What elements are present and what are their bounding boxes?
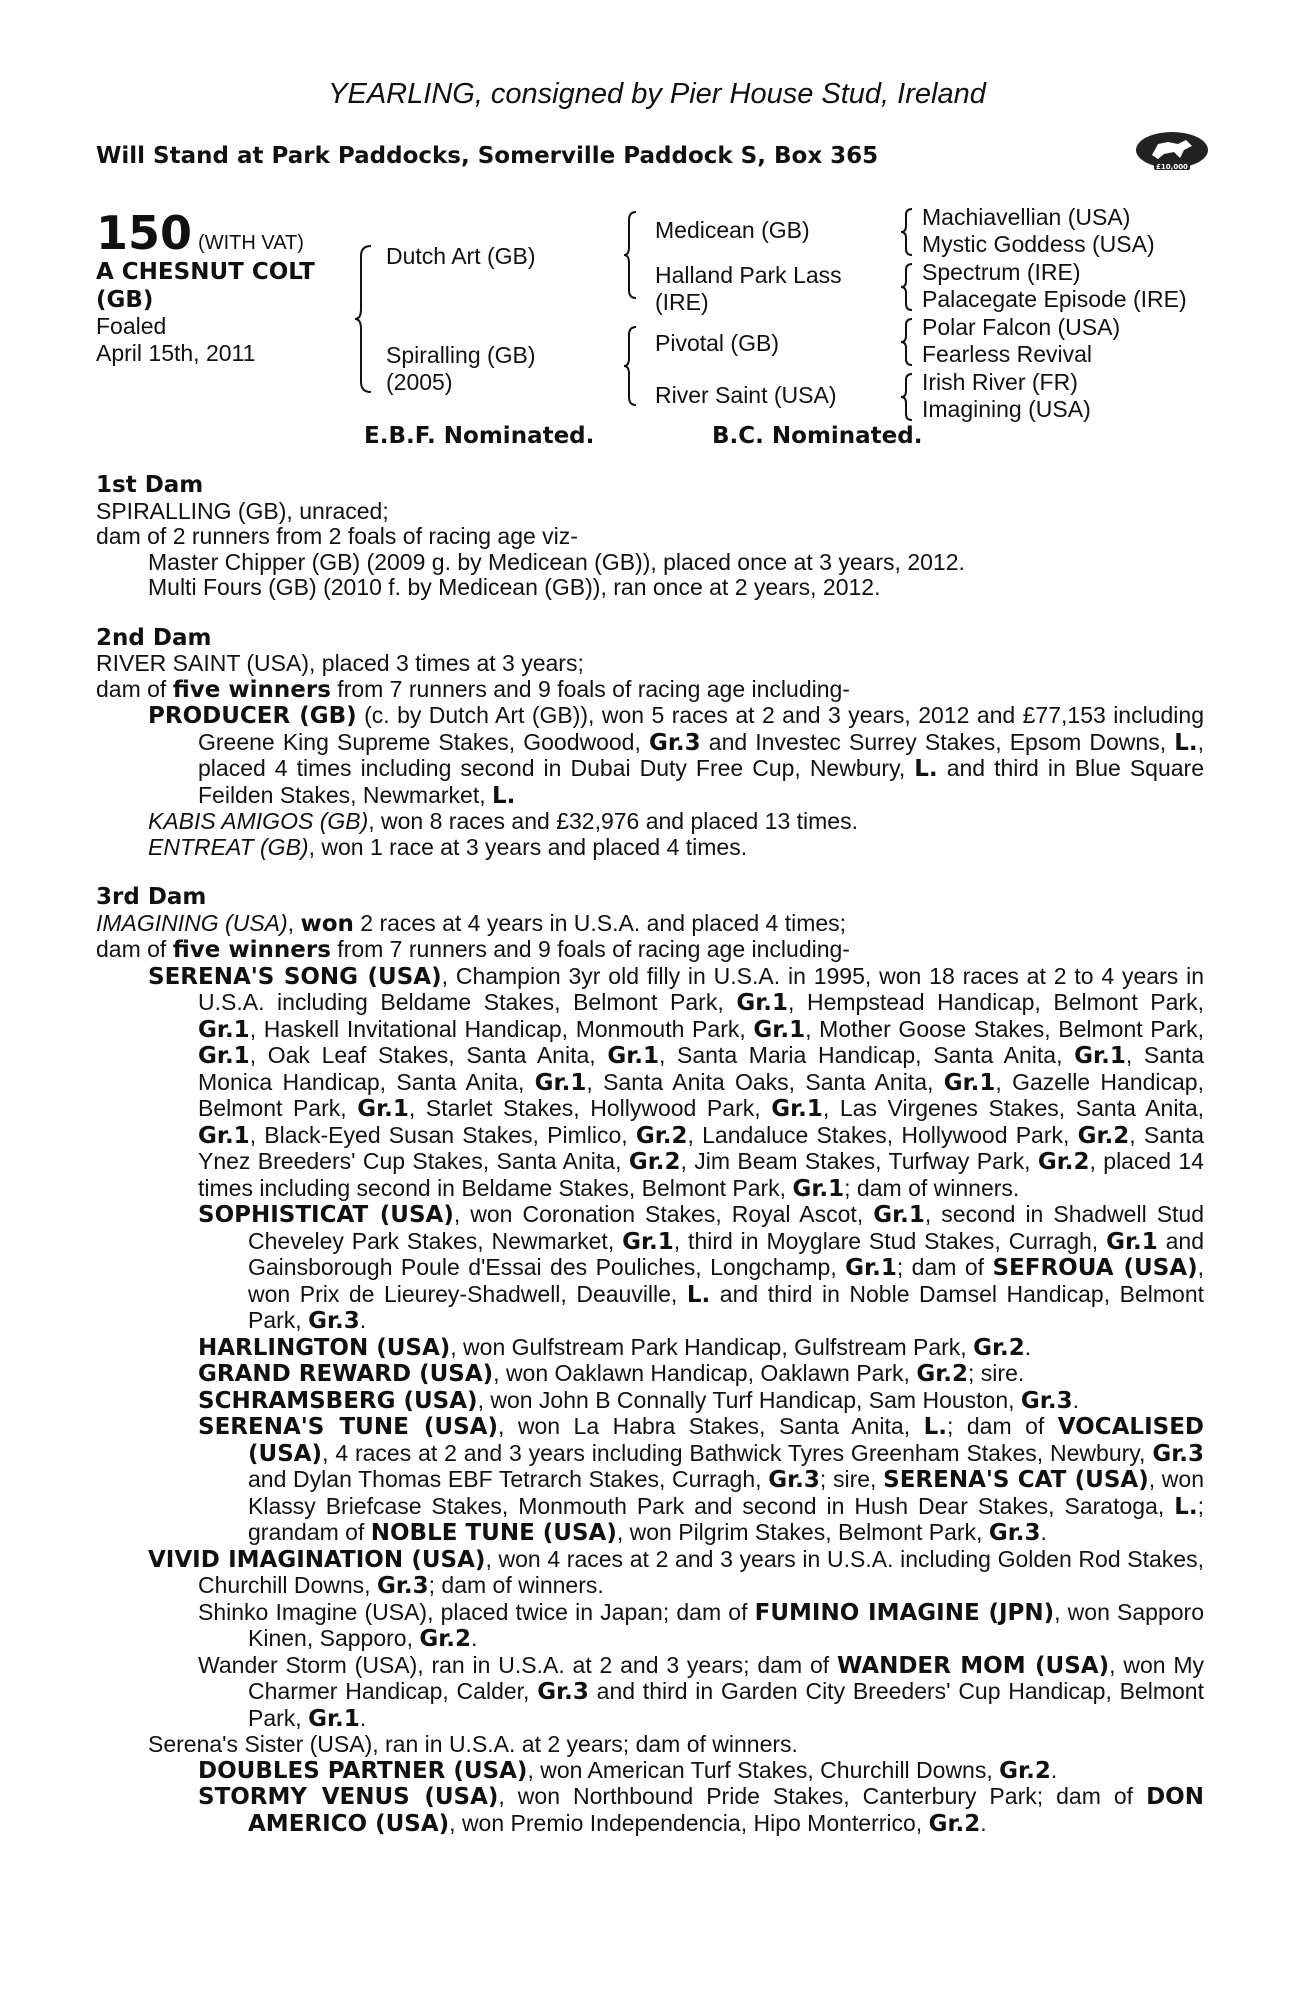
text-run: , Las Virgenes Stakes, Santa Anita, xyxy=(822,1095,1204,1121)
text-run: , won My Charmer Handicap, Calder, xyxy=(248,1651,1205,1704)
text-run: Gr.1 xyxy=(607,1043,659,1069)
schramsberg-entry xyxy=(96,1388,1204,1415)
text-run: Gr.1 xyxy=(534,1069,587,1096)
text-run: Gr.1 xyxy=(1106,1228,1158,1255)
text-run: SERENA'S CAT (USA) xyxy=(883,1467,1149,1493)
pedigree-brace-3 xyxy=(624,325,640,407)
text-run: , Santa Anita Oaks, Santa Anita, xyxy=(586,1068,944,1095)
second-dam-heading: 2nd Dam xyxy=(96,624,212,651)
text-run: ; dam of winners. xyxy=(844,1174,1020,1201)
text-run: Gr.1 xyxy=(771,1096,823,1122)
text-run: SERENA'S TUNE (USA) xyxy=(198,1414,498,1440)
dam-name xyxy=(386,342,536,396)
text-run: Gr.2 xyxy=(635,1122,688,1149)
text-run: , won Oaklawn Handicap, Oaklawn Park, xyxy=(493,1360,917,1386)
text-run: , Black-Eyed Susan Stakes, Pimlico, xyxy=(249,1121,636,1148)
consignment-line: YEARLING, consigned by Pier House Stud, Ireland xyxy=(328,78,986,110)
text-run: , won 4 races at 2 and 3 years in U.S.A. including Golden Rod Stakes, Churchill Downs, xyxy=(198,1545,1204,1598)
lot-description xyxy=(96,258,356,314)
text-run: . xyxy=(1050,1756,1058,1783)
text-run: , Champion 3yr old filly in U.S.A. in 1995, won 18 races at 2 to 4 years in U.S.A. including Beldame Stakes, Belmont Park, xyxy=(198,962,1204,1015)
text-run: and third in Garden City Breeders' Cup Handicap, Belmont Park, xyxy=(248,1678,1204,1731)
third-dam-heading: 3rd Dam xyxy=(96,884,207,910)
text-run: L. xyxy=(923,1414,947,1440)
granddam-maternal: River Saint (USA) xyxy=(655,382,837,408)
foaled-label: Foaled xyxy=(96,313,167,339)
pedigree-brace-5 xyxy=(901,262,915,312)
text-run: and Dylan Thomas EBF Tetrarch Stakes, Curragh, xyxy=(248,1466,769,1492)
text-run: Gr.3 xyxy=(376,1573,429,1599)
text-run: Gr.1 xyxy=(198,1122,250,1149)
text-run: , Santa Maria Handicap, Santa Anita, xyxy=(659,1042,1075,1068)
second-dam-summary: RIVER SAINT (USA), placed 3 times at 3 years; xyxy=(96,650,584,676)
dam-name-line1: Spiralling (GB) xyxy=(386,342,536,368)
lot-number: 150 xyxy=(96,206,193,260)
pedigree-brace-1 xyxy=(355,244,375,394)
text-run: ; dam of xyxy=(946,1413,1058,1439)
entreat-entry: ENTREAT (GB), won 1 race at 3 years and placed 4 times. xyxy=(148,833,748,860)
kabis-amigos-entry: KABIS AMIGOS (GB), won 8 races and £32,976 and placed 13 times. xyxy=(148,808,858,834)
lot-description-line1: A CHESNUT COLT xyxy=(96,259,315,285)
granddam-paternal-line1: Halland Park Lass xyxy=(655,262,842,288)
text-run: ; sire, xyxy=(819,1466,884,1492)
text-run: , placed 14 times including second in Beldame Stakes, Belmont Park, xyxy=(198,1148,1204,1201)
yearling-bonus-badge-icon xyxy=(1134,128,1210,172)
first-dam-heading: 1st Dam xyxy=(96,472,204,498)
shinko-imagine-entry xyxy=(96,1600,1204,1653)
pedigree-brace-4 xyxy=(901,207,915,257)
text-run: , Landaluce Stakes, Hollywood Park, xyxy=(687,1121,1078,1148)
third-dam-foals: dam of five winners from 7 runners and 9 foals of racing age including- xyxy=(96,936,850,963)
text-run: , won La Habra Stakes, Santa Anita, xyxy=(497,1413,924,1439)
wander-storm-entry xyxy=(96,1653,1204,1733)
text-run: Gr.2 xyxy=(999,1757,1051,1784)
text-run: Gr.1 xyxy=(943,1069,996,1096)
harlington-entry xyxy=(96,1335,1204,1362)
sire-name: Dutch Art (GB) xyxy=(386,243,536,269)
text-run: , won John B Connally Turf Handicap, Sam Houston, xyxy=(477,1386,1021,1413)
text-run: Gr.1 xyxy=(873,1202,925,1228)
text-run: SCHRAMSBERG (USA) xyxy=(198,1387,478,1414)
text-run: . xyxy=(1072,1386,1079,1413)
text-run: HARLINGTON (USA) xyxy=(198,1334,451,1361)
text-run: Gr.3 xyxy=(308,1308,360,1334)
text-run: Gr.3 xyxy=(1152,1440,1204,1467)
great-grandparent-6: Fearless Revival xyxy=(922,341,1092,367)
text-run: DON AMERICO (USA) xyxy=(248,1784,1204,1837)
text-run: , won Northbound Pride Stakes, Canterbury Park; dam of xyxy=(498,1783,1147,1809)
text-run: . xyxy=(359,1307,367,1333)
text-run: . xyxy=(1040,1519,1047,1545)
text-run: , Santa Monica Handicap, Santa Anita, xyxy=(198,1042,1204,1095)
text-run: , Haskell Invitational Handicap, Monmouth Park, xyxy=(249,1015,754,1042)
text-run: FUMINO IMAGINE (JPN) xyxy=(754,1599,1055,1626)
stand-location: Will Stand at Park Paddocks, Somerville Paddock S, Box 365 xyxy=(96,143,879,169)
text-run: , won Coronation Stakes, Royal Ascot, xyxy=(453,1201,874,1227)
foaled-info xyxy=(96,313,255,367)
first-dam-foal-2: Multi Fours (GB) (2010 f. by Medicean (GB)), ran once at 2 years, 2012. xyxy=(148,574,881,600)
first-dam-summary: SPIRALLING (GB), unraced; xyxy=(96,497,389,524)
great-grandparent-7: Irish River (FR) xyxy=(922,369,1078,395)
second-dam-foals: dam of five winners from 7 runners and 9 foals of racing age including- xyxy=(96,675,850,703)
text-run: , won Gulfstream Park Handicap, Gulfstream Park, xyxy=(450,1333,974,1360)
text-run: Gr.2 xyxy=(973,1334,1025,1361)
text-run: , Mother Goose Stakes, Belmont Park, xyxy=(805,1015,1204,1042)
great-grandparent-8: Imagining (USA) xyxy=(922,396,1091,422)
text-run: Gr.2 xyxy=(628,1149,681,1175)
text-run: Wander Storm (USA), ran in U.S.A. at 2 and 3 years; dam of xyxy=(198,1651,837,1678)
text-run: Gr.2 xyxy=(419,1626,472,1652)
text-run: ; dam of xyxy=(896,1254,993,1280)
text-run: , won Pilgrim Stakes, Belmont Park, xyxy=(616,1519,989,1545)
sophisticat-entry xyxy=(96,1202,1204,1335)
text-run: Gr.1 xyxy=(198,1043,250,1069)
text-run: NOBLE TUNE (USA) xyxy=(370,1520,617,1546)
serenas-tune-entry xyxy=(96,1414,1204,1547)
text-run: . xyxy=(471,1625,478,1651)
text-run: , won Sapporo Kinen, Sapporo, xyxy=(248,1598,1204,1651)
text-run: Gr.1 xyxy=(198,1016,250,1043)
great-grandparent-4: Palacegate Episode (IRE) xyxy=(922,286,1187,312)
dam-name-line2: (2005) xyxy=(386,369,453,395)
text-run: GRAND REWARD (USA) xyxy=(198,1361,494,1387)
text-run: Gr.2 xyxy=(1037,1149,1090,1175)
text-run: ; dam of winners. xyxy=(428,1572,604,1598)
text-run: STORMY VENUS (USA) xyxy=(198,1784,499,1810)
text-run: ; sire. xyxy=(968,1360,1025,1386)
pedigree-brace-7 xyxy=(901,372,915,422)
text-run: , Jim Beam Stakes, Turfway Park, xyxy=(680,1148,1038,1174)
text-run: , second in Shadwell Stud Cheveley Park Stakes, Newmarket, xyxy=(248,1201,1205,1254)
text-run: Gr.3 xyxy=(1020,1387,1073,1414)
pedigree-brace-2 xyxy=(624,210,640,300)
text-run: L. xyxy=(686,1281,711,1308)
text-run: L. xyxy=(1174,1493,1198,1520)
serenas-song-entry: SERENA'S SONG (USA), Champion 3yr old filly in U.S.A. in 1995, won 18 races at 2 to 4 years in U.S.A. including Beldame Stakes, Belmont Park, Gr.1, Hempstead Handicap, Belmont Park, Gr.1, Haskell Invitational Handicap, Monmouth Park, Gr.1, Mother Goose Stakes, Belmont Park, Gr.1, Oak Leaf Stakes, Santa Anita, Gr.1, Santa Maria Handicap, Santa Anita, Gr.1, Santa Monica Handicap, Santa Anita, Gr.1, Santa Anita Oaks, Santa Anita, Gr.1, Gazelle Handicap, Belmont Park, Gr.1, Starlet Stakes, Hollywood Park, Gr.1, Las Virgenes Stakes, Santa Anita, Gr.1, Black-Eyed Susan Stakes, Pimlico, Gr.2, Landaluce Stakes, Hollywood Park, Gr.2, Santa Ynez Breeders' Cup Stakes, Santa Anita, Gr.2, Jim Beam Stakes, Turfway Park, Gr.2, placed 14 times including second in Beldame Stakes, Belmont Park, Gr.1; dam of winners. xyxy=(148,962,1204,1202)
text-run: Gr.1 xyxy=(845,1255,897,1281)
granddam-paternal xyxy=(655,262,842,316)
stormy-venus-entry xyxy=(96,1784,1204,1837)
doubles-partner-entry xyxy=(96,1758,1204,1785)
badge-amount: £10,000 xyxy=(1156,163,1188,171)
text-run: , Starlet Stakes, Hollywood Park, xyxy=(408,1095,772,1121)
pedigree-notes xyxy=(96,473,1204,1837)
text-run: DOUBLES PARTNER (USA) xyxy=(198,1757,528,1784)
text-run: , won Klassy Briefcase Stakes, Monmouth Park and second in Hush Dear Stakes, Saratoga, xyxy=(248,1466,1204,1519)
text-run: Gr.1 xyxy=(736,990,788,1016)
text-run: SOPHISTICAT (USA) xyxy=(198,1202,454,1228)
text-run: WANDER MOM (USA) xyxy=(836,1652,1110,1679)
text-run: , 4 races at 2 and 3 years including Bathwick Tyres Greenham Stakes, Newbury, xyxy=(322,1439,1153,1466)
text-run: Gr.1 xyxy=(1074,1043,1126,1069)
vivid-imagination-entry xyxy=(96,1547,1204,1600)
foaled-date: April 15th, 2011 xyxy=(96,340,256,366)
text-run: Gr.1 xyxy=(357,1096,409,1122)
text-run: Gr.2 xyxy=(916,1361,969,1387)
text-run: . xyxy=(1024,1333,1032,1360)
text-run: SEFROUA (USA) xyxy=(992,1255,1198,1281)
vat-label: (WITH VAT) xyxy=(198,232,304,254)
text-run: . xyxy=(980,1809,987,1836)
text-run: Gr.1 xyxy=(792,1175,845,1202)
grand-reward-entry xyxy=(96,1361,1204,1388)
text-run: Gr.1 xyxy=(753,1016,806,1043)
serenas-sister-entry: Serena's Sister (USA), ran in U.S.A. at 2 years; dam of winners. xyxy=(148,1731,798,1757)
grandsire-paternal: Medicean (GB) xyxy=(655,217,810,243)
text-run: Gr.2 xyxy=(928,1810,981,1837)
text-run: Shinko Imagine (USA), placed twice in Japan; dam of xyxy=(198,1598,755,1625)
third-dam-summary: IMAGINING (USA), won 2 races at 4 years in U.S.A. and placed 4 times; xyxy=(96,909,847,937)
great-grandparent-2: Mystic Goddess (USA) xyxy=(922,231,1155,257)
grandsire-maternal: Pivotal (GB) xyxy=(655,330,779,356)
text-run: . xyxy=(359,1704,367,1731)
lot-description-line2: (GB) xyxy=(96,287,154,313)
text-run: Gr.3 xyxy=(768,1467,820,1493)
first-dam-foal-1: Master Chipper (GB) (2009 g. by Medicean (GB)), placed once at 3 years, 2012. xyxy=(148,548,965,575)
bc-nominated: B.C. Nominated. xyxy=(712,423,923,449)
great-grandparent-1: Machiavellian (USA) xyxy=(922,204,1131,230)
text-run: , third in Moyglare Stud Stakes, Curragh, xyxy=(673,1227,1107,1254)
pedigree-brace-6 xyxy=(901,317,915,367)
text-run: Gr.1 xyxy=(308,1705,360,1732)
text-run: and third in Noble Damsel Handicap, Belmont Park, xyxy=(248,1280,1204,1333)
text-run: VOCALISED (USA) xyxy=(248,1414,1204,1467)
text-run: VIVID IMAGINATION (USA) xyxy=(148,1546,486,1573)
granddam-paternal-line2: (IRE) xyxy=(655,289,709,315)
ebf-nominated: E.B.F. Nominated. xyxy=(364,423,595,449)
text-run: , Gazelle Handicap, Belmont Park, xyxy=(198,1068,1204,1121)
text-run: ; grandam of xyxy=(248,1492,1204,1545)
text-run: , won Premio Independencia, Hipo Monterrico, xyxy=(449,1809,929,1836)
great-grandparent-3: Spectrum (IRE) xyxy=(922,259,1081,285)
great-grandparent-5: Polar Falcon (USA) xyxy=(922,314,1121,340)
text-run: , won American Turf Stakes, Churchill Downs, xyxy=(527,1756,1000,1783)
text-run: Gr.1 xyxy=(622,1228,674,1255)
text-run: , Oak Leaf Stakes, Santa Anita, xyxy=(249,1042,608,1068)
text-run: Gr.3 xyxy=(537,1679,589,1705)
first-dam-foals: dam of 2 runners from 2 foals of racing age viz- xyxy=(96,523,578,549)
producer-entry: PRODUCER (GB) (c. by Dutch Art (GB)), won 5 races at 2 and 3 years, 2012 and £77,153 including Greene King Supreme Stakes, Goodwood, Gr.3 and Investec Surrey Stakes, Epsom Downs, L., placed 4 times including second in Dubai Duty Free Cup, Newbury, L. and third in Blue Square Feilden Stakes, Newmarket, L. xyxy=(148,702,1205,809)
text-run: , Santa Ynez Breeders' Cup Stakes, Santa Anita, xyxy=(198,1121,1204,1174)
text-run: Gr.2 xyxy=(1077,1122,1130,1149)
text-run: and Gainsborough Poule d'Essai des Pouliches, Longchamp, xyxy=(248,1227,1205,1280)
text-run: , won Prix de Lieurey-Shadwell, Deauville, xyxy=(248,1254,1204,1307)
lot-number-block xyxy=(96,206,304,260)
text-run: , Hempstead Handicap, Belmont Park, xyxy=(788,989,1204,1015)
text-run: Gr.3 xyxy=(988,1520,1041,1546)
